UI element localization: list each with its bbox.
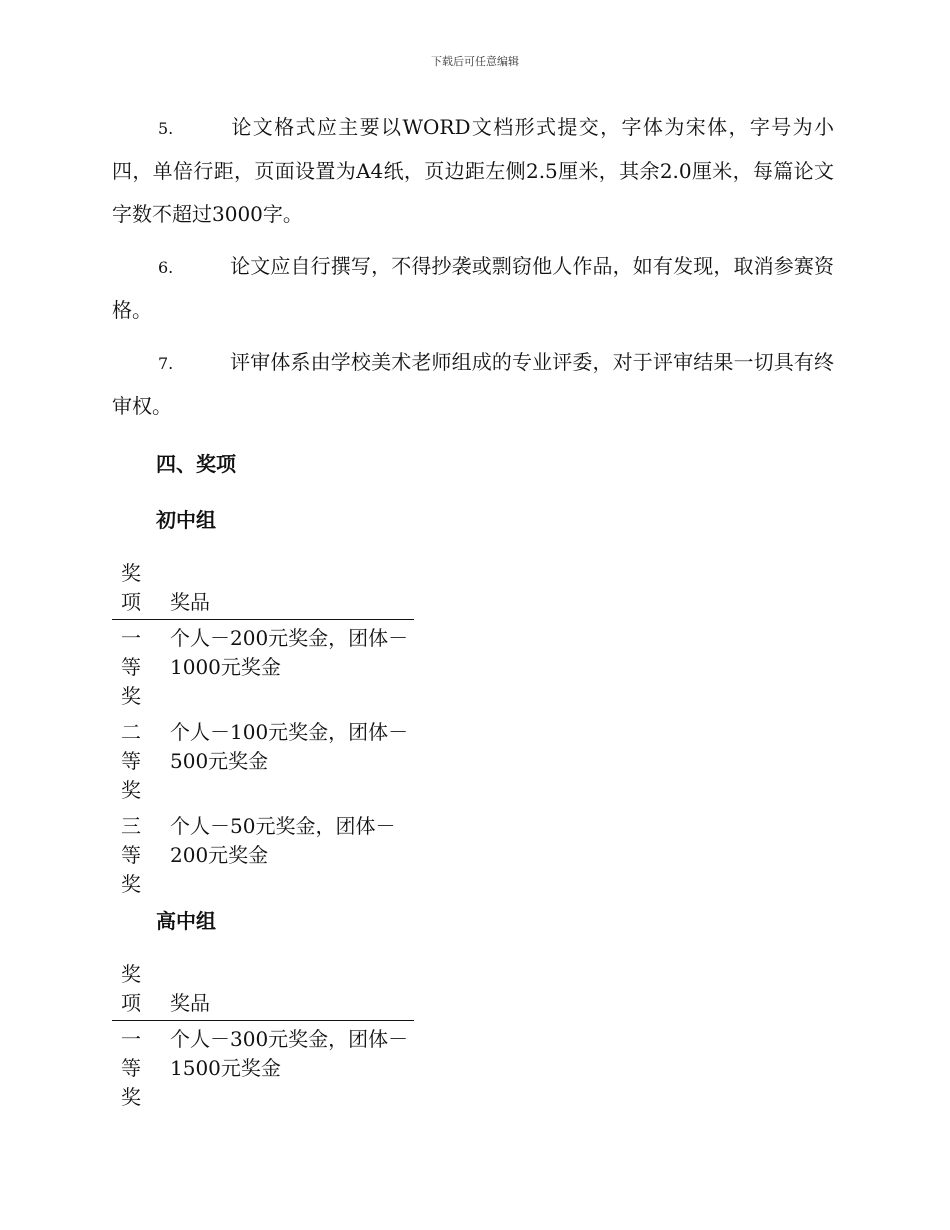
prize-table-senior [112, 960, 414, 1115]
rule-text: 论文应自行撰写，不得抄袭或剽窃他人作品，如有发现，取消参赛资格。 [112, 254, 834, 322]
table-row [112, 808, 414, 902]
rule-text: 评审体系由学校美术老师组成的专业评委，对于评审结果一切具有终审权。 [112, 350, 834, 418]
rule-number: 5. [158, 119, 174, 138]
rule-text: 论文格式应主要以WORD文档形式提交，字体为宋体，字号为小四，单倍行距，页面设置为A4纸，页边距左侧2.5厘米，其余2.0厘米，每篇论文字数不超过3000字。 [112, 115, 834, 226]
award-cell: 三等奖 [121, 814, 141, 896]
rule-6 [112, 245, 834, 332]
page-header: 下载后可任意编辑 [431, 55, 519, 68]
table-row [112, 714, 414, 808]
prize-cell: 个人－50元奖金，团体－200元奖金 [170, 814, 396, 867]
award-cell: 一等奖 [121, 1027, 141, 1109]
column-header-award: 奖项 [112, 960, 170, 1021]
table-header-row [112, 960, 414, 1021]
table-header-row [112, 559, 414, 620]
prize-cell: 个人－300元奖金，团体－1500元奖金 [170, 1027, 409, 1080]
rule-number: 7. [158, 354, 174, 373]
rule-7 [112, 341, 834, 428]
prize-cell: 个人－100元奖金，团体－500元奖金 [170, 720, 409, 773]
table-row [112, 620, 414, 715]
rule-number: 6. [158, 258, 174, 277]
award-cell: 二等奖 [121, 720, 141, 802]
prize-table-junior [112, 559, 414, 902]
column-header-award: 奖项 [112, 559, 170, 620]
column-header-prize: 奖品 [170, 960, 414, 1021]
award-cell: 一等奖 [121, 626, 141, 708]
prize-cell: 个人－200元奖金，团体－1000元奖金 [170, 626, 409, 679]
table-row [112, 1021, 414, 1116]
column-header-prize: 奖品 [170, 559, 414, 620]
group-title-junior: 初中组 [156, 508, 216, 532]
section-title: 四、奖项 [156, 452, 236, 476]
group-title-senior: 高中组 [156, 909, 216, 933]
rule-5 [112, 106, 834, 236]
